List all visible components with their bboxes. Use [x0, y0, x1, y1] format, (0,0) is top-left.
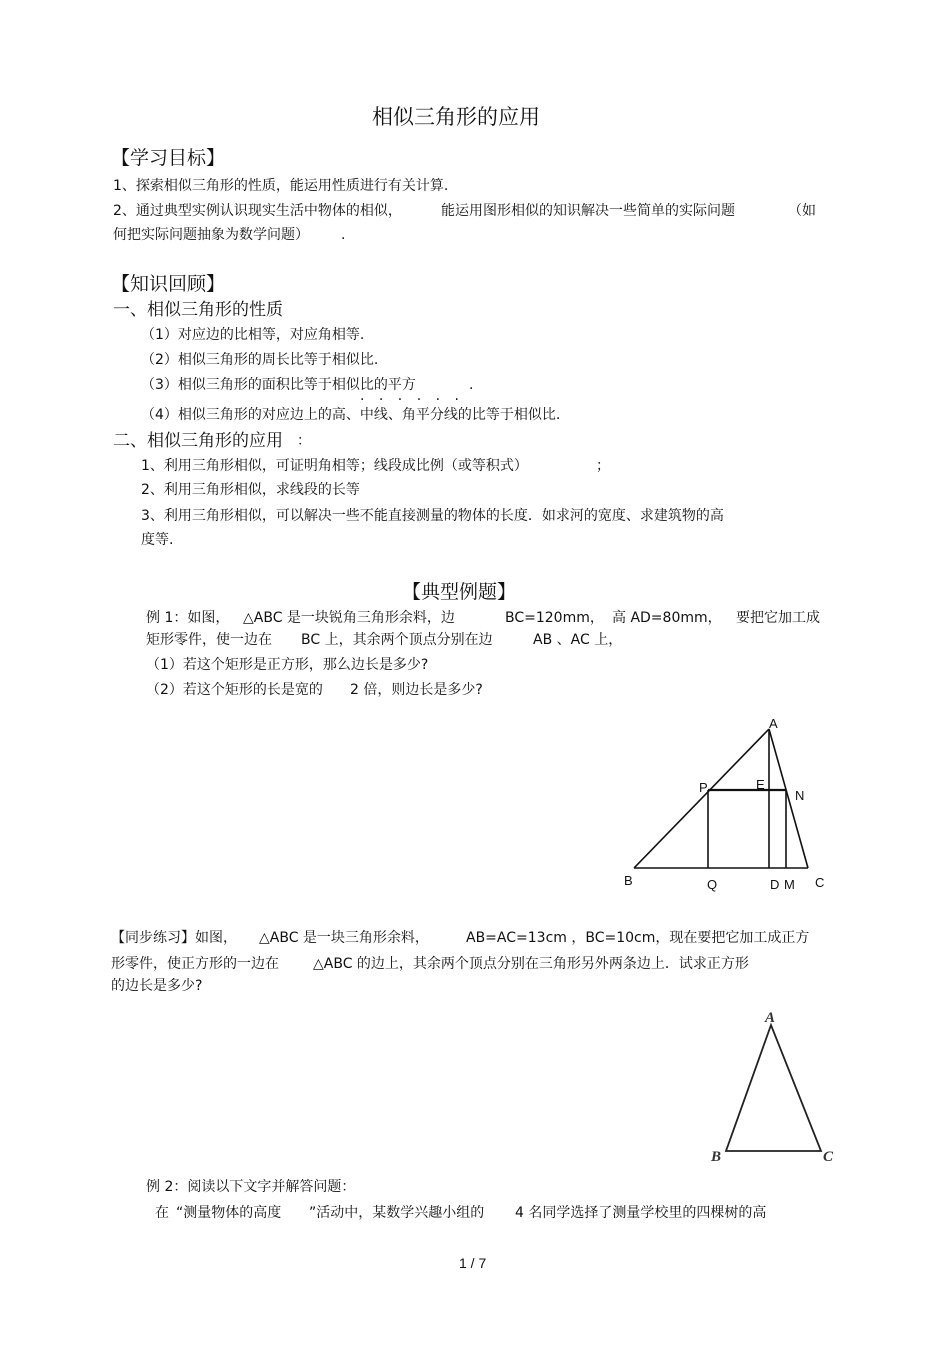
example-2-line-2b: “测量物体的高度 [176, 1205, 282, 1221]
label-c: C [815, 875, 825, 890]
page-title: 相似三角形的应用 [372, 105, 540, 129]
label-m: M [784, 877, 795, 892]
property-2: （2）相似三角形的周长比等于相似比. [141, 352, 379, 368]
example-2-line-2a: 在 [155, 1205, 169, 1221]
label-c-italic: C [823, 1149, 834, 1165]
label-a-italic: A [765, 1010, 776, 1026]
property-1: （1）对应边的比相等，对应角相等. [141, 327, 365, 343]
goal-item-2c: （如 [788, 203, 816, 219]
practice-line-2b: △ABC 的边上，其余两个顶点分别在三角形另外两条边上．试求正方形 [313, 956, 749, 972]
property-3-end: . [469, 377, 474, 393]
label-e: E [756, 777, 765, 792]
example-1-line-1d: 高 AD=80mm， [612, 610, 722, 626]
example-1-line-1b: △ABC 是一块锐角三角形余料，边 [243, 610, 455, 626]
example-1-line-1e: 要把它加工成 [736, 610, 820, 626]
review-section-1: 一、相似三角形的性质 [113, 300, 283, 320]
example-1-line-1a: 例 1：如图， [146, 610, 230, 626]
label-b-italic: B [711, 1149, 722, 1165]
emphasis-dots: . . . . . . [360, 388, 464, 404]
application-1-end: ； [596, 458, 610, 474]
property-4: （4）相似三角形的对应边上的高、中线、角平分线的比等于相似比. [141, 407, 561, 423]
example-1-question-1: （1）若这个矩形是正方形，那么边长是多少? [146, 657, 429, 673]
goal-item-2d: 何把实际问题抽象为数学问题） [113, 227, 309, 243]
label-a: A [769, 716, 778, 731]
label-q: Q [707, 877, 718, 892]
page-number: 1 / 7 [459, 1255, 487, 1271]
example-1-question-2b: 2 倍，则边长是多少? [350, 682, 483, 698]
label-p: P [699, 780, 708, 795]
review-section-2-colon: ： [297, 433, 311, 449]
goal-item-2a: 2、通过典型实例认识现实生活中物体的相似， [113, 203, 402, 219]
isosceles-triangle [726, 1025, 821, 1151]
example-1-line-2c: AB 、AC 上， [533, 632, 623, 648]
example-1-line-1c: BC=120mm， [505, 610, 604, 626]
label-d: D [770, 877, 780, 892]
goals-heading: 【学习目标】 [111, 147, 226, 169]
practice-line-1b: △ABC 是一块三角形余料， [259, 930, 429, 946]
application-2: 2、利用三角形相似，求线段的长等 [141, 482, 360, 498]
property-3: （3）相似三角形的面积比等于相似比的平方 [141, 377, 416, 393]
examples-heading: 【典型例题】 [402, 581, 517, 603]
application-3-line-1: 3、利用三角形相似，可以解决一些不能直接测量的物体的长度．如求河的宽度、求建筑物的高 [141, 508, 724, 524]
review-section-2: 二、相似三角形的应用 [113, 431, 283, 451]
practice-line-1c: AB=AC=13cm ，BC=10cm，现在要把它加工成正方 [466, 930, 810, 946]
example-1-line-2a: 矩形零件，使一边在 [146, 632, 272, 648]
practice-line-3: 的边长是多少? [111, 978, 203, 994]
application-3-line-2: 度等. [141, 532, 174, 548]
practice-line-1a: 【同步练习】如图， [111, 930, 237, 946]
example-2-line-2d: 4 名同学选择了测量学校里的四棵树的高 [515, 1205, 767, 1221]
label-b: B [624, 873, 633, 888]
example-1-line-2b: BC 上，其余两个顶点分别在边 [301, 632, 493, 648]
goal-item-2b: 能运用图形相似的知识解决一些简单的实际问题 [441, 203, 735, 219]
practice-line-2a: 形零件，使正方形的一边在 [111, 956, 279, 972]
label-n: N [795, 788, 805, 803]
goal-item-2e: . [341, 227, 346, 243]
review-heading: 【知识回顾】 [111, 273, 226, 295]
example-2-line-2c: ”活动中，某数学兴趣小组的 [309, 1205, 485, 1221]
side-ac [769, 729, 808, 868]
goal-item-1: 1、探索相似三角形的性质，能运用性质进行有关计算. [113, 178, 449, 194]
application-1: 1、利用三角形相似，可证明角相等；线段成比例（或等积式） [141, 458, 528, 474]
example-1-question-2a: （2）若这个矩形的长是宽的 [146, 682, 323, 698]
example-2-line-1: 例 2：阅读以下文字并解答问题： [146, 1179, 356, 1195]
side-ab [634, 729, 769, 868]
